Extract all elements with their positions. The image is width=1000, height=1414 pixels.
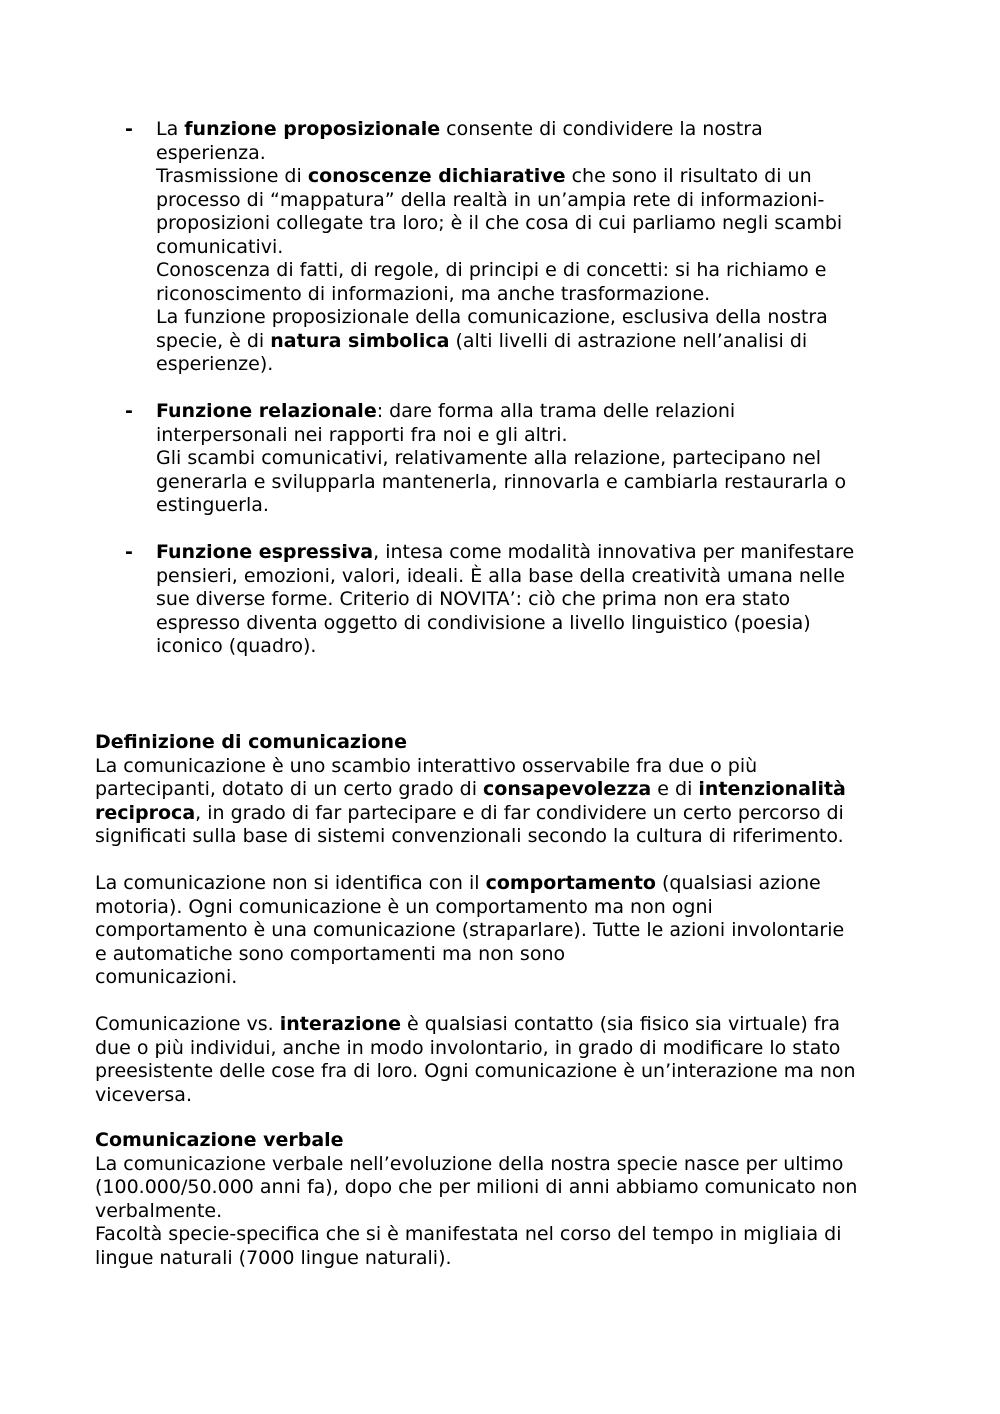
text-line — [95, 1060, 925, 1084]
bold-term: comportamento — [485, 872, 656, 894]
bold-term: Funzione relazionale — [156, 400, 377, 422]
text-line — [95, 872, 925, 896]
text-run: comunicazioni. — [95, 966, 238, 988]
text-run: preesistente delle cose fra di loro. Ogni comunicazione è un’interazione ma non — [95, 1060, 856, 1082]
text-line — [95, 1200, 925, 1224]
text-run: partecipanti, dotato di un certo grado di — [95, 778, 484, 800]
bold-term: intenzionalità — [698, 778, 846, 800]
text-run: verbalmente. — [95, 1199, 223, 1222]
bullet-item-relazionale — [0, 400, 1000, 518]
text-run: (qualsiasi azione — [655, 872, 821, 894]
text-run: esperienza. — [156, 141, 266, 164]
text-line — [156, 306, 916, 330]
bullet-item-proposizionale — [0, 118, 1000, 377]
bullet-text — [156, 541, 916, 659]
text-line — [156, 118, 916, 142]
text-run: Trasmissione di — [156, 165, 308, 187]
text-line — [95, 1247, 925, 1271]
text-run: La funzione proposizionale della comunicazione, esclusiva della nostra — [156, 306, 828, 328]
text-run: viceversa. — [95, 1083, 192, 1106]
text-run: La comunicazione verbale nell’evoluzione della nostra specie nasce per ultimo — [95, 1152, 844, 1175]
text-line — [95, 943, 925, 967]
text-line — [95, 1037, 925, 1061]
text-run: : dare forma alla trama delle relazioni — [376, 400, 736, 422]
text-line — [156, 447, 916, 471]
text-run: due o più individui, anche in modo involontario, in grado di modificare lo stato — [95, 1036, 841, 1059]
bold-term: conoscenze dichiarative — [307, 165, 566, 187]
text-line — [95, 1084, 925, 1108]
text-line — [156, 212, 916, 236]
text-line — [95, 896, 925, 920]
text-run: proposizioni collegate tra loro; è il che cosa di cui parliamo negli scambi — [156, 212, 843, 234]
text-line — [156, 236, 916, 260]
paragraph — [95, 755, 925, 849]
section-definizione — [95, 731, 925, 1107]
text-line — [95, 966, 925, 990]
text-run: La comunicazione è uno scambio interattivo osservabile fra due o più — [95, 754, 758, 777]
bold-term: reciproca — [95, 801, 196, 824]
bold-term: funzione proposizionale — [184, 118, 441, 140]
text-run: lingue naturali (7000 lingue naturali). — [95, 1246, 452, 1269]
text-line — [156, 353, 916, 377]
text-run: e automatiche sono comportamenti ma non sono — [95, 942, 566, 965]
text-run: è qualsiasi contatto (sia fisico sia virtuale) fra — [400, 1013, 841, 1035]
bold-term: Funzione espressiva — [156, 541, 374, 563]
text-line — [156, 165, 916, 189]
text-run: iconico (quadro). — [156, 635, 317, 657]
section-heading: Comunicazione verbale — [95, 1129, 344, 1151]
text-line — [156, 400, 916, 424]
text-line — [156, 283, 916, 307]
text-run: (alti livelli di astrazione nell’analisi di — [449, 329, 808, 352]
text-line — [156, 259, 916, 283]
text-run: La — [156, 118, 185, 140]
text-run: Gli scambi comunicativi, relativamente alla relazione, partecipano nel — [156, 447, 821, 469]
text-run: Comunicazione vs. — [95, 1013, 280, 1035]
bullet-text — [156, 400, 916, 518]
text-run: interpersonali nei rapporti fra noi e gli altri. — [156, 423, 568, 446]
text-run: consente di condividere la nostra — [440, 118, 763, 140]
text-line — [95, 1153, 925, 1177]
paragraph — [95, 1153, 925, 1271]
text-run: estinguerla. — [156, 494, 269, 516]
text-run: motoria). Ogni comunicazione è un comportamento ma non ogni — [95, 895, 713, 918]
bullet-list — [0, 118, 1000, 682]
bullet-dash: - — [125, 541, 133, 563]
text-line — [156, 565, 916, 589]
text-line — [95, 1013, 925, 1037]
text-run: (100.000/50.000 anni fa), dopo che per milioni di anni abbiamo comunicato non — [95, 1176, 858, 1198]
text-line — [156, 612, 916, 636]
text-line — [156, 471, 916, 495]
text-line — [156, 541, 916, 565]
paragraph — [95, 872, 925, 990]
section-verbale — [95, 1129, 925, 1270]
text-run: comunicativi. — [156, 235, 284, 258]
text-line — [95, 1176, 925, 1200]
text-line — [95, 1223, 925, 1247]
text-run: pensieri, emozioni, valori, ideali. È alla base della creatività umana nelle — [156, 564, 845, 587]
bold-term: interazione — [279, 1013, 401, 1035]
bold-term: natura simbolica — [270, 329, 450, 352]
section-heading: Definizione di comunicazione — [95, 731, 407, 753]
text-run: La comunicazione non si identifica con il — [95, 872, 486, 894]
text-line — [156, 635, 916, 659]
text-line — [156, 142, 916, 166]
bold-term: consapevolezza — [483, 778, 652, 800]
text-run: processo di “mappatura” della realtà in un’ampia rete di informazioni- — [156, 188, 825, 211]
text-run: comportamento è una comunicazione (straparlare). Tutte le azioni involontarie — [95, 919, 845, 941]
text-line — [95, 825, 925, 849]
text-line — [156, 330, 916, 354]
text-run: , in grado di far partecipare e di far condividere un certo percorso di — [195, 801, 844, 824]
text-run: sue diverse forme. Criterio di NOVITA’: ciò che prima non era stato — [156, 588, 791, 610]
text-run: riconoscimento di informazioni, ma anche trasformazione. — [156, 282, 711, 305]
bullet-text — [156, 118, 916, 377]
text-line — [95, 919, 925, 943]
text-line — [156, 424, 916, 448]
paragraph — [95, 1013, 925, 1107]
text-line — [95, 802, 925, 826]
text-run: Facoltà specie-specifica che si è manifestata nel corso del tempo in migliaia di — [95, 1223, 842, 1245]
text-line — [95, 755, 925, 779]
text-run: specie, è di — [156, 329, 271, 352]
text-line — [156, 588, 916, 612]
text-run: generarla e svilupparla mantenerla, rinnovarla e cambiarla restaurarla o — [156, 470, 847, 493]
bullet-item-espressiva — [0, 541, 1000, 659]
bullet-dash: - — [125, 400, 133, 422]
text-run: Conoscenza di fatti, di regole, di principi e di concetti: si ha richiamo e — [156, 259, 827, 281]
text-run: significati sulla base di sistemi convenzionali secondo la cultura di riferimento. — [95, 825, 844, 847]
text-run: che sono il risultato di un — [565, 165, 812, 187]
text-run: , intesa come modalità innovativa per manifestare — [373, 541, 855, 563]
bullet-dash: - — [125, 118, 133, 140]
text-run: e di — [651, 778, 699, 800]
text-line — [95, 778, 925, 802]
text-run: espresso diventa oggetto di condivisione a livello linguistico (poesia) — [156, 611, 811, 634]
text-line — [156, 189, 916, 213]
text-line — [156, 494, 916, 518]
text-run: esperienze). — [156, 353, 274, 375]
